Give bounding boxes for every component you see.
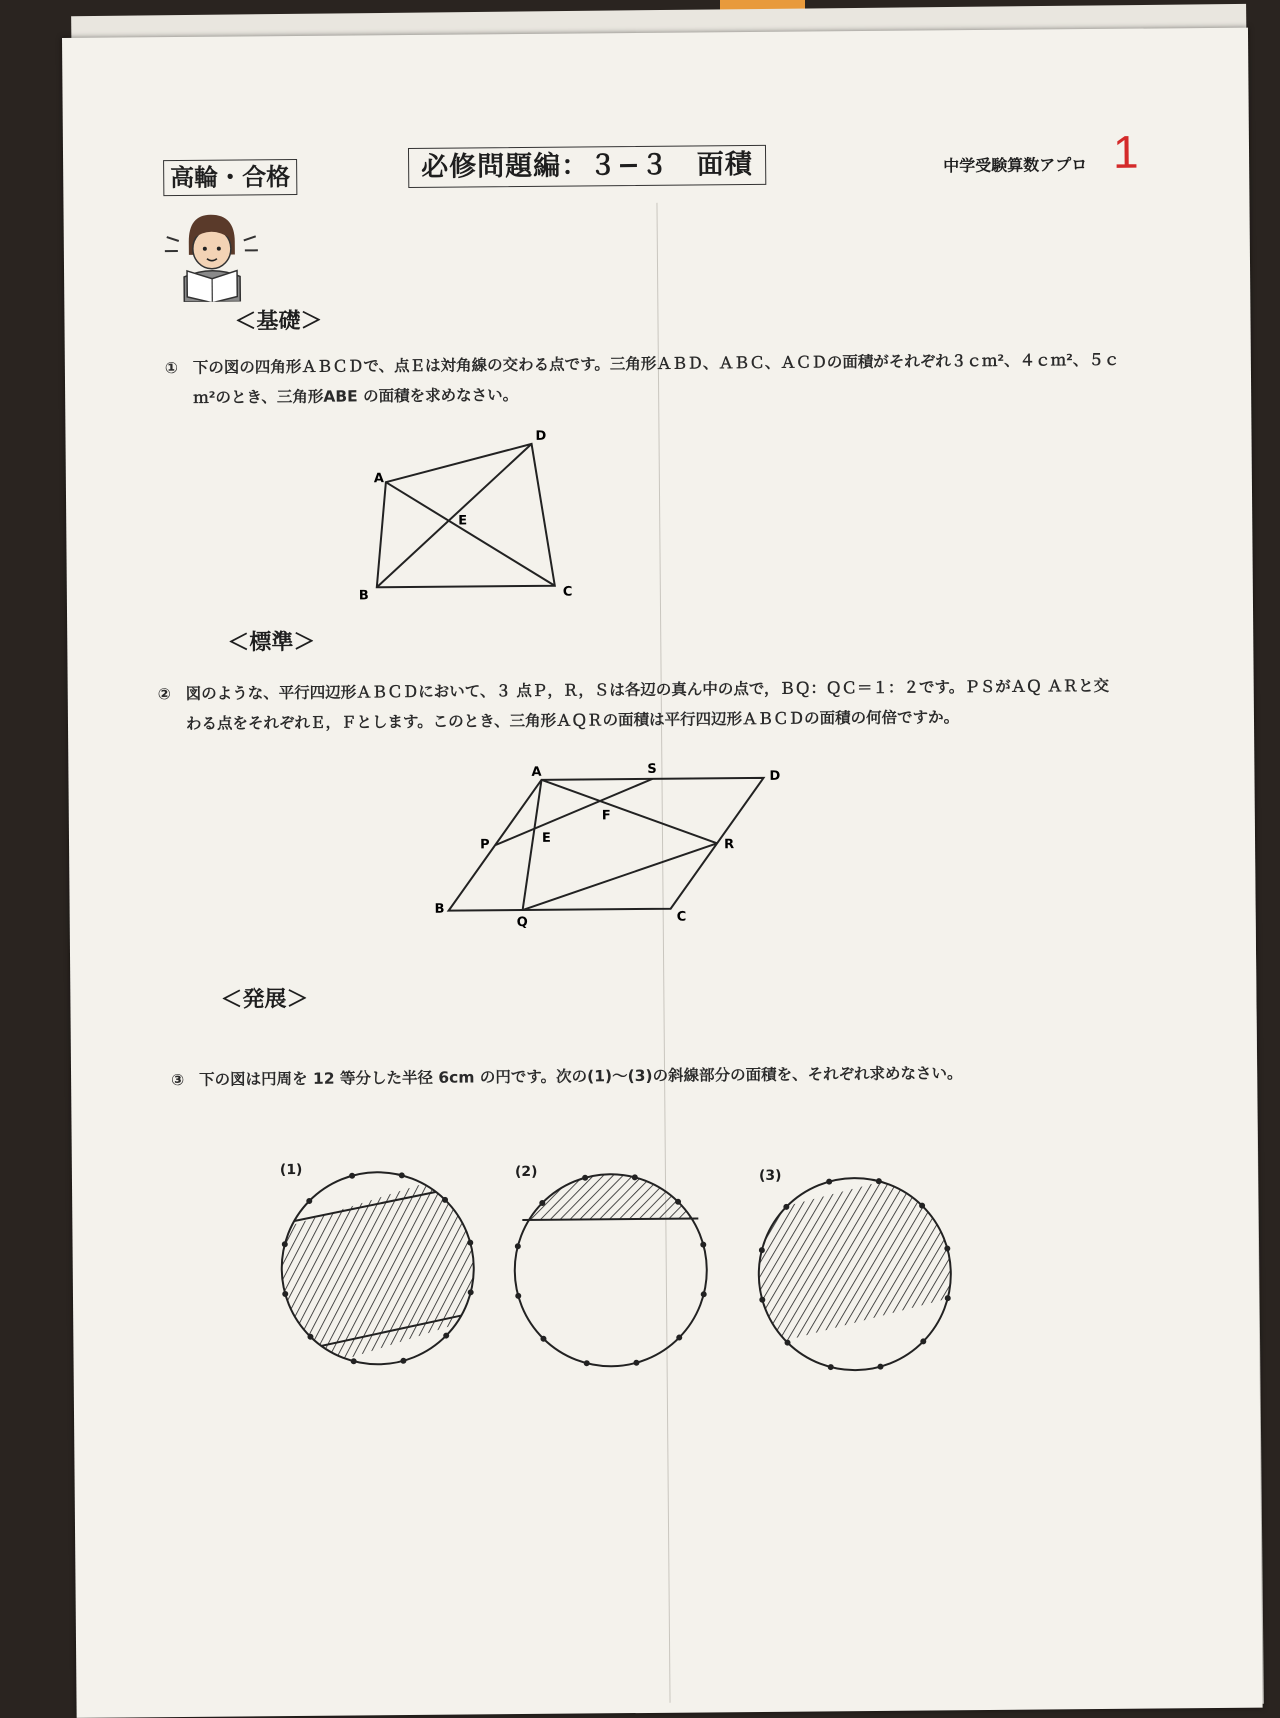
division-dot xyxy=(582,1175,588,1181)
page-title: 必修問題編：３−３ 面積 xyxy=(408,145,766,188)
division-dot xyxy=(539,1200,545,1206)
question-1-number: ① xyxy=(165,353,178,383)
division-dot xyxy=(442,1197,448,1203)
question-2-text: 図のような、平行四辺形ＡＢＣＤにおいて、３ 点Ｐ，Ｒ，Ｓは各辺の真ん中の点で，ＢＱ：ＱＣ＝１：２です。ＰＳがＡＱ ＡＲと交わる点をそれぞれＥ，Ｆとします。このとき、三角形ＡＱＲの面積は平行四辺形ＡＢＣＤの面積の何倍ですか。 xyxy=(186,671,1118,739)
division-dot xyxy=(945,1295,951,1301)
division-dot xyxy=(826,1179,832,1185)
division-dot xyxy=(919,1203,925,1209)
school-tag: 高輪・合格 xyxy=(163,159,297,196)
division-dot xyxy=(920,1338,926,1344)
section-advanced: ＜発展＞ xyxy=(220,982,308,1014)
label-A: A xyxy=(374,471,384,486)
figure-1-label: (1) xyxy=(280,1162,303,1178)
label-A: A xyxy=(531,765,541,780)
division-dot xyxy=(676,1335,682,1341)
question-2-number: ② xyxy=(158,679,171,709)
label-E: E xyxy=(542,831,551,846)
division-dot xyxy=(783,1204,789,1210)
section-standard: ＜標準＞ xyxy=(227,625,315,657)
label-C: C xyxy=(563,585,573,600)
division-dot xyxy=(515,1293,521,1299)
question-3-text: 下の図は円周を 12 等分した半径 6cm の円です。次の(1)～(3)の斜線部分の面積を、それぞれ求めなさい。 xyxy=(199,1057,1131,1095)
division-dot xyxy=(282,1291,288,1297)
division-dot xyxy=(349,1173,355,1179)
division-dot xyxy=(877,1364,883,1370)
label-Q: Q xyxy=(517,915,528,930)
circle-figure-3 xyxy=(735,1169,962,1371)
label-B: B xyxy=(435,902,445,917)
division-dot xyxy=(785,1340,791,1346)
division-dot xyxy=(701,1291,707,1297)
page-number: 1 xyxy=(1113,125,1139,179)
label-E: E xyxy=(458,513,467,528)
question-3-number: ③ xyxy=(171,1065,184,1095)
division-dot xyxy=(400,1358,406,1364)
division-dot xyxy=(467,1240,473,1246)
figure-3-label: (3) xyxy=(759,1168,782,1184)
division-dot xyxy=(876,1178,882,1184)
label-D: D xyxy=(535,429,546,444)
publisher-name: 中学受験算数アプロ xyxy=(943,152,1087,176)
division-dot xyxy=(515,1243,521,1249)
division-dot xyxy=(399,1172,405,1178)
division-dot xyxy=(700,1242,706,1248)
worksheet-page xyxy=(62,28,1263,1718)
division-dot xyxy=(468,1289,474,1295)
division-dot xyxy=(540,1336,546,1342)
label-D: D xyxy=(769,769,780,784)
division-dot xyxy=(584,1360,590,1366)
q3-circle-figures xyxy=(62,28,1263,1718)
division-dot xyxy=(306,1198,312,1204)
division-dot xyxy=(282,1241,288,1247)
division-dot xyxy=(633,1360,639,1366)
division-dot xyxy=(632,1174,638,1180)
circle-figure-1 xyxy=(257,1171,492,1373)
label-B: B xyxy=(359,588,369,603)
label-F: F xyxy=(602,808,611,823)
division-dot xyxy=(944,1245,950,1251)
division-dot xyxy=(307,1334,313,1340)
label-S: S xyxy=(647,762,657,777)
division-dot xyxy=(675,1199,681,1205)
division-dot xyxy=(351,1358,357,1364)
division-dot xyxy=(828,1364,834,1370)
label-P: P xyxy=(480,837,490,852)
figure-2-label: (2) xyxy=(515,1164,538,1180)
section-basic: ＜基礎＞ xyxy=(234,304,322,336)
division-dot xyxy=(759,1247,765,1253)
question-1-text: 下の図の四角形ＡＢＣＤで、点Ｅは対角線の交わる点です。三角形ＡＢＤ、ＡＢＣ、ＡＣＤの面積がそれぞれ３ｃｍ²、４ｃｍ²、５ｃｍ²のとき、三角形ABE の面積を求めなさい。 xyxy=(193,345,1125,413)
division-dot xyxy=(759,1297,765,1303)
label-C: C xyxy=(677,910,687,925)
division-dot xyxy=(443,1333,449,1339)
label-R: R xyxy=(724,837,734,852)
